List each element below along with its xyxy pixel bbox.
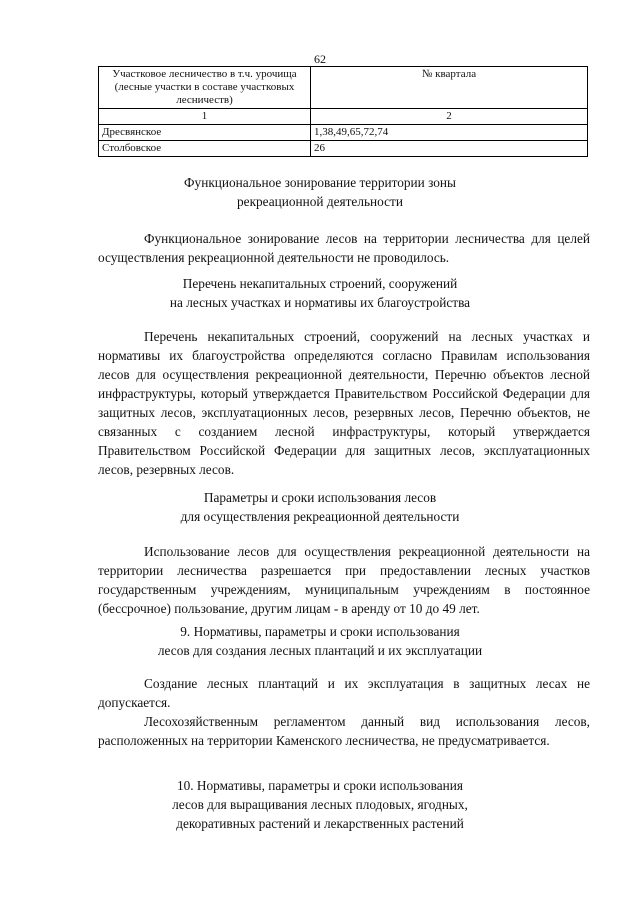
forestry-name: Дресвянское	[99, 125, 311, 141]
section10-heading	[0, 776, 640, 833]
structures-paragraph: Перечень некапитальных строений, сооружений на лесных участках и нормативы их благоустройства определяются согласно Правилам использования лесов для осуществления рекреационной деятельности, Перечню объектов лесной инфраструктуры, который утверждается Правительством Российской Федерации для защитных лесов, эксплуатационных лесов, резервных лесов, Перечню объектов, не связанных с созданием лесной инфраструктуры, который утверждается Правительством Российской Федерации для защитных лесов, эксплуатационных лесов, резервных лесов.	[98, 329, 590, 477]
structures-heading	[0, 274, 640, 312]
heading-line: Функциональное зонирование территории зоны	[184, 175, 456, 190]
heading-line: на лесных участках и нормативы их благоустройства	[169, 295, 471, 310]
heading-line: декоративных растений и лекарственных растений	[176, 816, 464, 831]
forestry-name: Столбовское	[99, 141, 311, 157]
heading-line: Перечень некапитальных строений, сооружений	[182, 276, 458, 291]
quarter-numbers: 26	[311, 141, 588, 157]
table-header-row	[99, 67, 588, 109]
column-number-2: 2	[311, 109, 588, 125]
parameters-heading	[0, 488, 640, 526]
heading-line: Параметры и сроки использования лесов	[203, 490, 437, 505]
section9-paragraph-1: Создание лесных плантаций и их эксплуатация в защитных лесах не допускается.	[98, 676, 590, 710]
table-column-numbers-row	[99, 109, 588, 125]
quarter-numbers: 1,38,49,65,72,74	[311, 125, 588, 141]
forestry-quarters-table	[98, 66, 588, 157]
section9-heading	[0, 622, 640, 660]
header-forestry: Участковое лесничество в т.ч. урочища (лесные участки в составе участковых лесничеств)	[99, 67, 311, 109]
column-number-1: 1	[99, 109, 311, 125]
table-row	[99, 125, 588, 141]
zoning-paragraph: Функциональное зонирование лесов на территории лесничества для целей осуществления рекреационной деятельности не проводилось.	[98, 231, 590, 265]
heading-line: лесов для создания лесных плантаций и их эксплуатации	[157, 643, 483, 658]
section9-paragraph-2: Лесохозяйственным регламентом данный вид использования лесов, расположенных на территории Каменского лесничества, не предусматривается.	[98, 714, 590, 748]
heading-line: лесов для выращивания лесных плодовых, ягодных,	[172, 797, 468, 812]
zoning-heading	[0, 173, 640, 211]
heading-line: для осуществления рекреационной деятельности	[180, 509, 460, 524]
heading-line: 10. Нормативы, параметры и сроки использования	[176, 778, 464, 793]
heading-line: рекреационной деятельности	[237, 194, 403, 209]
heading-line: 9. Нормативы, параметры и сроки использования	[180, 624, 460, 639]
parameters-paragraph: Использование лесов для осуществления рекреационной деятельности на территории лесничества разрешается при предоставлении лесных участков государственным учреждениям, муниципальным учреждениям в постоянное (бессрочное) пользование, другим лицам - в аренду от 10 до 49 лет.	[98, 544, 590, 616]
table-row	[99, 141, 588, 157]
page-number: 62	[314, 52, 326, 66]
header-quarter: № квартала	[311, 67, 588, 109]
